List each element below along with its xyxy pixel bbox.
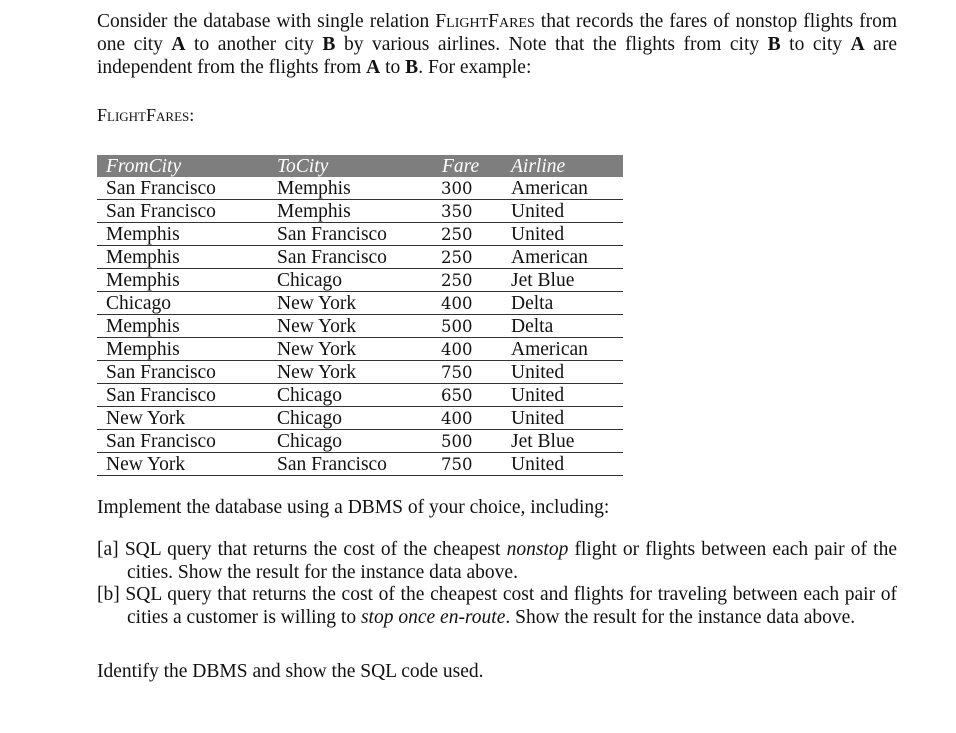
table-row [97, 200, 623, 223]
task-text: flight or flights between each pair of the cities. Show the result for the instance data above. [127, 539, 897, 583]
task-label: [b] [97, 584, 120, 605]
cell-tocity: Chicago [268, 407, 412, 430]
intro-text: by various airlines. Note that the flights from city [335, 34, 768, 55]
cell-tocity: Memphis [268, 200, 412, 223]
cell-airline: American [502, 246, 623, 269]
cell-fare: 500 [412, 315, 502, 338]
task-emphasis: nonstop [506, 539, 569, 560]
table-row [97, 223, 623, 246]
cell-fromcity: San Francisco [97, 177, 268, 200]
cell-fare: 350 [412, 200, 502, 223]
cell-tocity: San Francisco [268, 453, 412, 476]
table-row [97, 407, 623, 430]
cell-fromcity: San Francisco [97, 384, 268, 407]
table-row [97, 315, 623, 338]
table-row [97, 338, 623, 361]
relation-name: FlightFares [435, 11, 535, 32]
column-header-tocity: ToCity [268, 155, 412, 177]
cell-fromcity: San Francisco [97, 361, 268, 384]
cell-fromcity: New York [97, 453, 268, 476]
cell-airline: American [502, 338, 623, 361]
column-header-fromcity: FromCity [97, 155, 268, 177]
table-header-row [97, 155, 623, 177]
cell-fare: 750 [412, 361, 502, 384]
cell-fromcity: San Francisco [97, 200, 268, 223]
cell-airline: Jet Blue [502, 269, 623, 292]
city-b-label: B [767, 34, 781, 55]
cell-fromcity: New York [97, 407, 268, 430]
cell-airline: Delta [502, 315, 623, 338]
cell-tocity: Memphis [268, 177, 412, 200]
task-emphasis: stop once en-route [360, 606, 506, 628]
cell-fare: 250 [412, 269, 502, 292]
task-text: SQL query that returns the cost of the cheapest [118, 539, 507, 560]
task-label: [a] [97, 539, 119, 560]
table-row [97, 292, 623, 315]
cell-fare: 250 [412, 223, 502, 246]
table-row [97, 246, 623, 269]
intro-text: to city [780, 34, 851, 55]
column-header-airline: Airline [502, 155, 623, 177]
cell-fare: 300 [412, 177, 502, 200]
table-row [97, 384, 623, 407]
cell-airline: American [502, 177, 623, 200]
cell-tocity: New York [268, 338, 412, 361]
implement-instruction: Implement the database using a DBMS of your choice, including: [97, 497, 610, 518]
city-b-label: B [322, 34, 336, 55]
cell-fare: 250 [412, 246, 502, 269]
cell-tocity: Chicago [268, 430, 412, 453]
cell-airline: United [502, 407, 623, 430]
closing-instruction: Identify the DBMS and show the SQL code used. [97, 661, 484, 682]
cell-airline: United [502, 361, 623, 384]
cell-fromcity: San Francisco [97, 430, 268, 453]
cell-airline: United [502, 200, 623, 223]
task-text: . Show the result for the instance data above. [505, 606, 856, 628]
cell-tocity: New York [268, 315, 412, 338]
intro-text: to [380, 57, 406, 78]
cell-fare: 650 [412, 384, 502, 407]
cell-airline: United [502, 223, 623, 246]
table-row [97, 361, 623, 384]
cell-fare: 400 [412, 407, 502, 430]
city-a-label: A [850, 34, 865, 55]
cell-fromcity: Memphis [97, 246, 268, 269]
flight-fares-table [97, 155, 623, 476]
city-a-label: A [171, 34, 186, 55]
intro-text: to another city [185, 34, 323, 55]
city-b-label: B [405, 57, 419, 78]
task-item-a [97, 539, 897, 584]
cell-airline: United [502, 384, 623, 407]
cell-fare: 400 [412, 292, 502, 315]
cell-fromcity: Memphis [97, 269, 268, 292]
cell-fare: 750 [412, 453, 502, 476]
table-row [97, 453, 623, 476]
intro-text: are independent from the flights from [97, 34, 897, 78]
city-a-label: A [366, 57, 381, 78]
cell-airline: Delta [502, 292, 623, 315]
intro-text: that records the fares of nonstop flights from one city [97, 11, 898, 55]
intro-text: Consider the database with single relation [97, 11, 436, 32]
cell-tocity: New York [268, 361, 412, 384]
table-row [97, 430, 623, 453]
cell-airline: United [502, 453, 623, 476]
cell-fromcity: Chicago [97, 292, 268, 315]
table-row [97, 177, 623, 200]
document-page [97, 10, 897, 683]
task-item-b [97, 584, 897, 629]
cell-fare: 400 [412, 338, 502, 361]
cell-tocity: New York [268, 292, 412, 315]
table-row [97, 269, 623, 292]
table-title: FlightFares: [97, 105, 195, 125]
cell-tocity: Chicago [268, 269, 412, 292]
task-text: SQL query that returns the cost of the cheapest cost and flights for traveling between each pair of cities a customer is willing to [119, 584, 897, 628]
intro-text: . For example: [418, 57, 532, 78]
task-list [97, 539, 897, 629]
intro-paragraph [97, 10, 897, 79]
cell-tocity: San Francisco [268, 246, 412, 269]
table-body [97, 177, 623, 476]
column-header-fare: Fare [412, 155, 502, 177]
cell-fromcity: Memphis [97, 315, 268, 338]
cell-fare: 500 [412, 430, 502, 453]
cell-airline: Jet Blue [502, 430, 623, 453]
cell-fromcity: Memphis [97, 338, 268, 361]
cell-tocity: Chicago [268, 384, 412, 407]
cell-tocity: San Francisco [268, 223, 412, 246]
cell-fromcity: Memphis [97, 223, 268, 246]
